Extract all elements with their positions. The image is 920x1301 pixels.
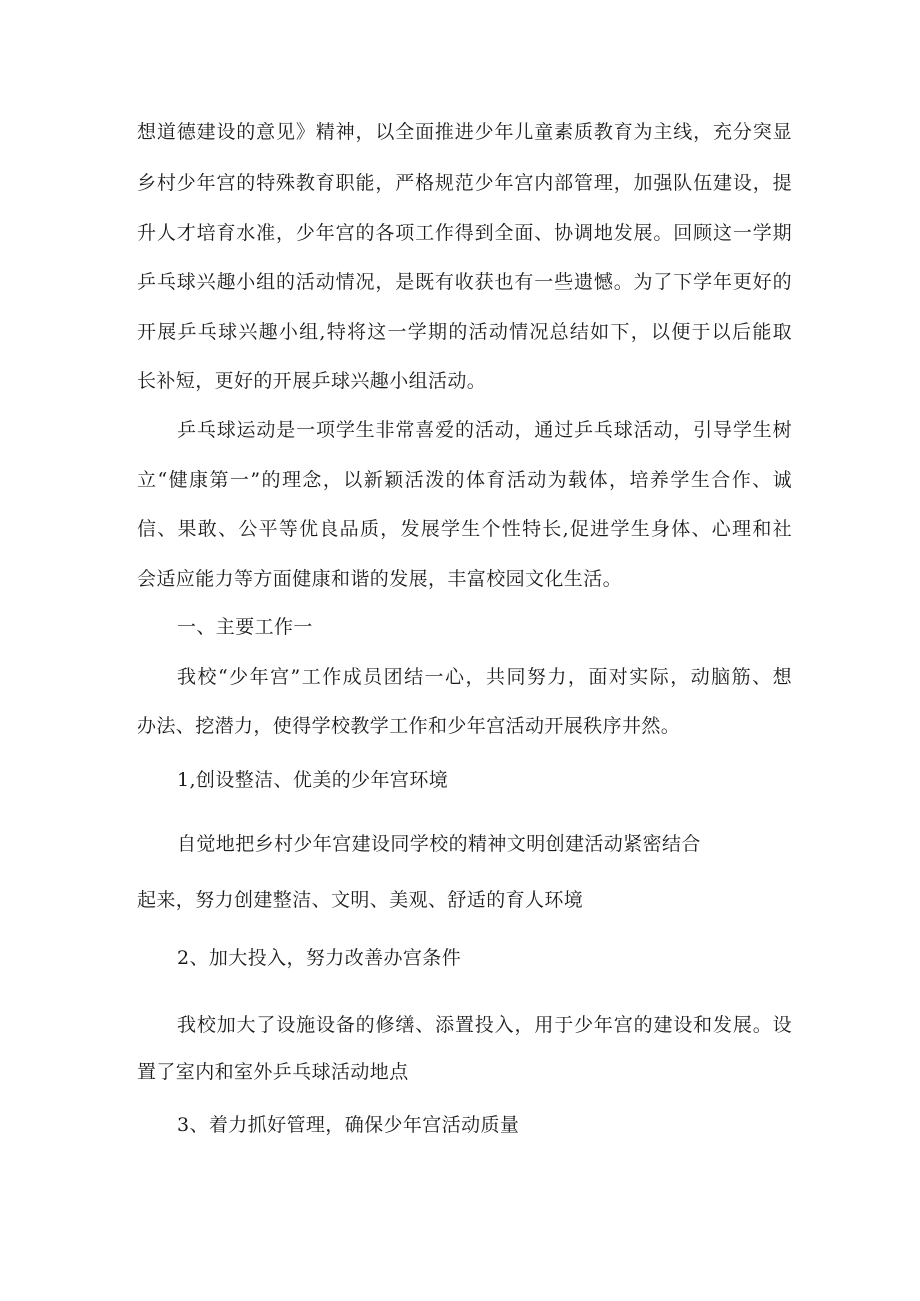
item-1-title: 1,创设整洁、优美的少年宫环境: [177, 769, 449, 791]
paragraph-3-line-2: 办法、挖潜力，使得学校教学工作和少年宫活动开展秩序井然。: [137, 715, 681, 737]
item-1-body-line-2: 起来，努力创建整洁、文明、美观、舒适的育人环境: [137, 889, 584, 911]
paragraph-2-line-2: 立“健康第一”的理念，以新颖活泼的体育活动为载体，培养学生合作、诚: [137, 469, 792, 491]
paragraph-1-line-4: 乒乓球兴趣小组的活动情况，是既有收获也有一些遗憾。为了下学年更好的: [137, 271, 792, 293]
item-2-body-line-2: 置了室内和室外乒乓球活动地点: [137, 1061, 409, 1083]
item-2-title: 2、加大投入，努力改善办宫条件: [177, 947, 462, 969]
section-heading: 一、主要工作一: [177, 616, 313, 638]
paragraph-1-line-2: 乡村少年宫的特殊教育职能，严格规范少年宫内部管理，加强队伍建设，提: [137, 172, 792, 194]
paragraph-1-line-3: 升人才培育水准，少年宫的各项工作得到全面、协调地发展。回顾这一学期: [137, 222, 792, 244]
paragraph-2-line-4: 会适应能力等方面健康和谐的发展，丰富校园文化生活。: [137, 568, 623, 590]
paragraph-3-line-1: 我校“少年宫”工作成员团结一心，共同努力，面对实际，动脑筋、想: [177, 666, 792, 688]
item-3-title: 3、着力抓好管理，确保少年宫活动质量: [177, 1114, 520, 1136]
item-1-body-line-1: 自觉地把乡村少年宫建设同学校的精神文明创建活动紧密结合: [177, 833, 701, 855]
item-2-body-line-1: 我校加大了设施设备的修缮、添置投入，用于少年宫的建设和发展。设: [177, 1014, 792, 1036]
paragraph-1-line-1: 想道德建设的意见》精神，以全面推进少年儿童素质教育为主线，充分突显: [137, 121, 792, 143]
paragraph-2-line-1: 乒乓球运动是一项学生非常喜爱的活动，通过乒乓球活动，引导学生树: [177, 419, 792, 441]
paragraph-1-line-6: 长补短，更好的开展乒球兴趣小组活动。: [137, 370, 487, 392]
paragraph-2-line-3: 信、果敢、公平等优良品质，发展学生个性特长,促进学生身体、心理和社: [137, 518, 792, 540]
paragraph-1-line-5: 开展乒乓球兴趣小组,特将这一学期的活动情况总结如下，以便于以后能取: [137, 321, 792, 343]
